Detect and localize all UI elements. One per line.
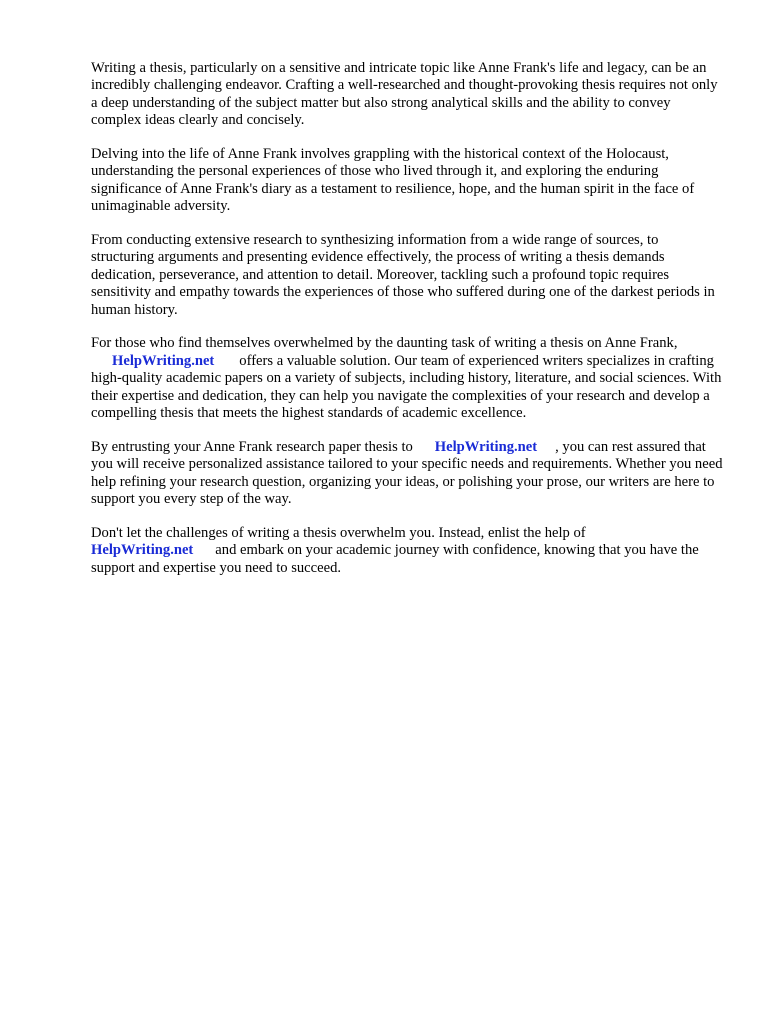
- paragraph-text-before-link: For those who find themselves overwhelmed by the daunting task of writing a thesis on Anne Frank,: [91, 335, 678, 352]
- helpwriting-link[interactable]: HelpWriting.net: [91, 542, 194, 559]
- paragraph-closing: [91, 525, 723, 577]
- paragraph-text-before-link: Don't let the challenges of writing a thesis overwhelm you. Instead, enlist the help of: [91, 524, 586, 541]
- paragraph-anne-frank-context: Delving into the life of Anne Frank involves grappling with the historical context of the Holocaust, understanding the personal experiences of those who lived through it, and exploring the enduring significance of Anne Frank's diary as a testament to resilience, hope, and the human spirit in the face of unimaginable adversity.: [91, 146, 695, 215]
- document-page: [91, 60, 723, 594]
- paragraph-entrusting: [91, 439, 723, 509]
- paragraph-service-offer: [91, 335, 723, 422]
- paragraph-text-before-link: By entrusting your Anne Frank research paper thesis to: [91, 438, 413, 455]
- helpwriting-link[interactable]: HelpWriting.net: [112, 352, 215, 369]
- paragraph-text-after-link: offers a valuable solution. Our team of experienced writers specializes in crafting high-quality academic papers on a variety of subjects, including history, literature, and social sciences. With their expertise and dedication, they can help you navigate the complexities of your research and develop a compelling thesis that meets the highest standards of academic excellence.: [91, 352, 722, 422]
- paragraph-text-after-link: and embark on your academic journey with confidence, knowing that you have the support and expertise you need to succeed.: [91, 542, 699, 576]
- paragraph-intro: Writing a thesis, particularly on a sensitive and intricate topic like Anne Frank's life and legacy, can be an incredibly challenging endeavor. Crafting a well-researched and thought-provoking thesis requires not only a deep understanding of the subject matter but also strong analytical skills and the ability to convey complex ideas clearly and concisely.: [91, 60, 718, 129]
- paragraph-text-after-link: , you can rest assured that you will receive personalized assistance tailored to your specific needs and requirements. Whether you need help refining your research question, organizing your ideas, or polishing your prose, our writers are here to support you every step of the way.: [91, 438, 723, 508]
- paragraph-research-process: From conducting extensive research to synthesizing information from a wide range of sources, to structuring arguments and presenting evidence effectively, the process of writing a thesis demands dedication, perseverance, and attention to detail. Moreover, tackling such a profound topic requires sensitivity and empathy towards the experiences of those who suffered during one of the darkest periods in human history.: [91, 232, 715, 318]
- helpwriting-link[interactable]: HelpWriting.net: [434, 438, 538, 455]
